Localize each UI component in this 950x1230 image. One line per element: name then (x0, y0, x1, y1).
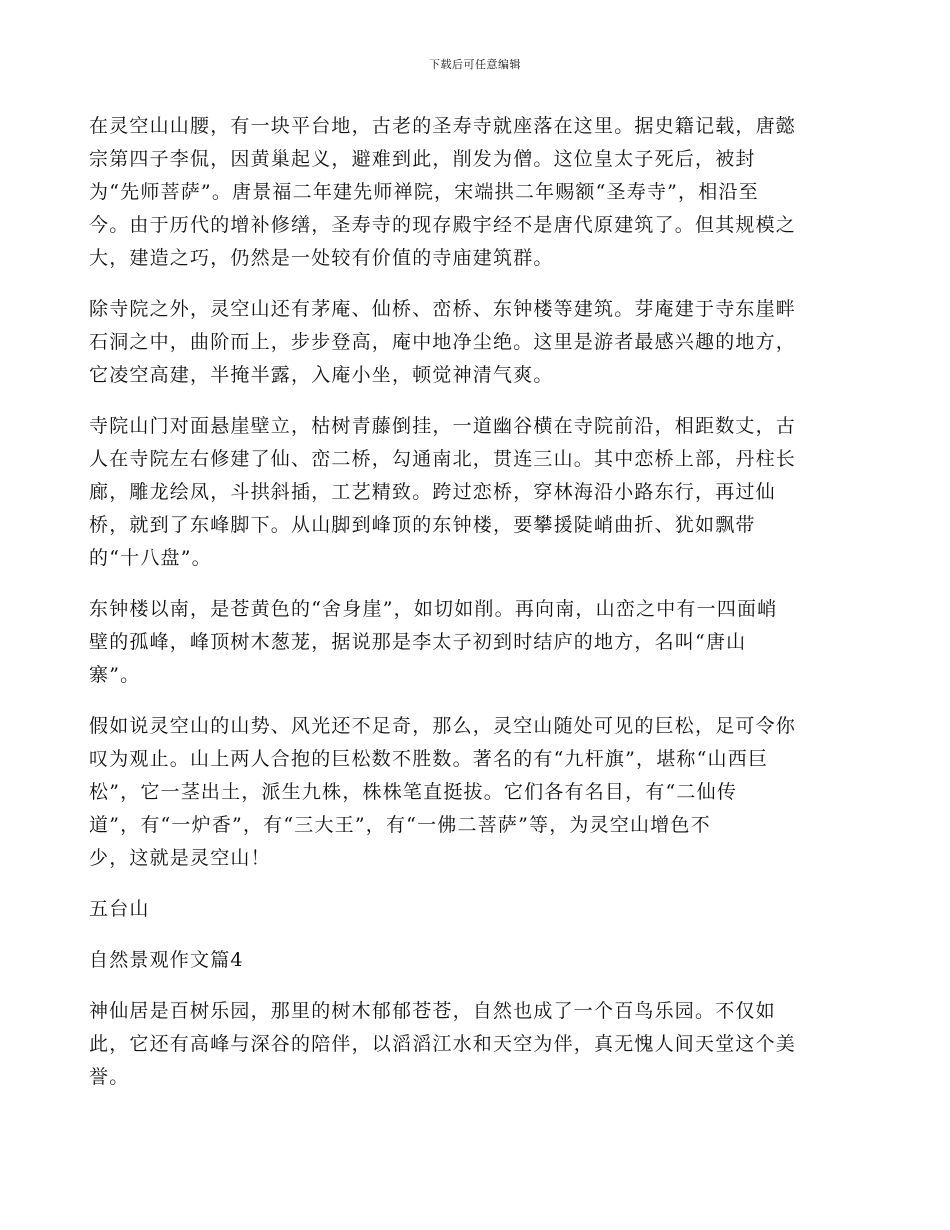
header-note: 下载后可任意编辑 (429, 58, 521, 71)
text-line: 为“先师菩萨”。唐景福二年建先师禅院，宋端拱二年赐额“圣寿寺”，相沿至 (89, 181, 759, 203)
document-body (89, 110, 863, 1112)
paragraph-4 (89, 593, 863, 692)
paragraph-1 (89, 110, 863, 275)
text-line: 五台山 (89, 898, 150, 920)
text-line: 的“十八盘”。 (89, 547, 212, 569)
text-line: 它凌空高建，半掩半露，入庵小坐，顿觉神清气爽。 (89, 364, 554, 386)
text-line: 此，它还有高峰与深谷的陪伴，以滔滔江水和天空为伴，真无愧人间天堂这个美 (89, 1033, 797, 1055)
text-line: 东钟楼以南，是苍黄色的“舍身崖”，如切如削。再向南，山峦之中有一四面峭 (89, 598, 778, 620)
text-line: 自然景观作文篇4 (89, 949, 244, 971)
section-heading-essay-4 (89, 944, 863, 977)
text-line: 今。由于历代的增补修缮，圣寿寺的现存殿宇经不是唐代原建筑了。但其规模之 (89, 214, 797, 236)
text-line: 除寺院之外，灵空山还有茅庵、仙桥、峦桥、东钟楼等建筑。芽庵建于寺东崖畔 (89, 298, 797, 320)
text-line: 宗第四子李侃，因黄巢起义，避难到此，削发为僧。这位皇太子死后，被封 (89, 148, 756, 170)
text-line: 誉。 (89, 1066, 130, 1088)
text-line: 石洞之中，曲阶而上，步步登高，庵中地净尘绝。这里是游者最感兴趣的地方， (89, 331, 797, 353)
text-line: 廊，雕龙绘凤，斗拱斜插，工艺精致。跨过恋桥，穿林海沿小路东行，再过仙 (89, 481, 776, 503)
text-line: 假如说灵空山的山势、风光还不足奇，那么，灵空山随处可见的巨松，足可令你 (89, 715, 797, 737)
text-line: 松”，它一茎出土，派生九株，株株笔直挺拔。它们各有名目，有“二仙传 (89, 781, 738, 803)
text-line: 神仙居是百树乐园，那里的树木郁郁苍苍，自然也成了一个百鸟乐园。不仅如 (89, 1000, 776, 1022)
text-line: 桥，就到了东峰脚下。从山脚到峰顶的东钟楼，要攀援陡峭曲折、犹如飘带 (89, 514, 756, 536)
paragraph-3 (89, 410, 863, 575)
text-line: 寺院山门对面悬崖壁立，枯树青藤倒挂，一道幽谷横在寺院前沿，相距数丈，古 (89, 415, 797, 437)
text-line: 叹为观止。山上两人合抱的巨松数不胜数。著名的有“九杆旗”，堪称“山西巨 (89, 748, 769, 770)
text-line: 人在寺院左右修建了仙、峦二桥，勾通南北，贯连三山。其中恋桥上部，丹柱长 (89, 448, 797, 470)
paragraph-6 (89, 995, 863, 1094)
text-line: 大，建造之巧，仍然是一处较有价值的寺庙建筑群。 (89, 247, 554, 269)
text-line: 壁的孤峰，峰顶树木葱茏，据说那是李太子初到时结庐的地方，名叫“唐山 (89, 631, 747, 653)
section-heading-wutaishan (89, 893, 863, 926)
text-line: 道”，有“一炉香”，有“三大王”，有“一佛二菩萨”等，为灵空山增色不 (89, 814, 711, 836)
paragraph-2 (89, 293, 863, 392)
text-line: 少，这就是灵空山！ (89, 847, 271, 869)
paragraph-5 (89, 710, 863, 875)
text-line: 在灵空山山腰，有一块平台地，古老的圣寿寺就座落在这里。据史籍记载，唐懿 (89, 115, 797, 137)
text-line: 寨”。 (89, 664, 141, 686)
